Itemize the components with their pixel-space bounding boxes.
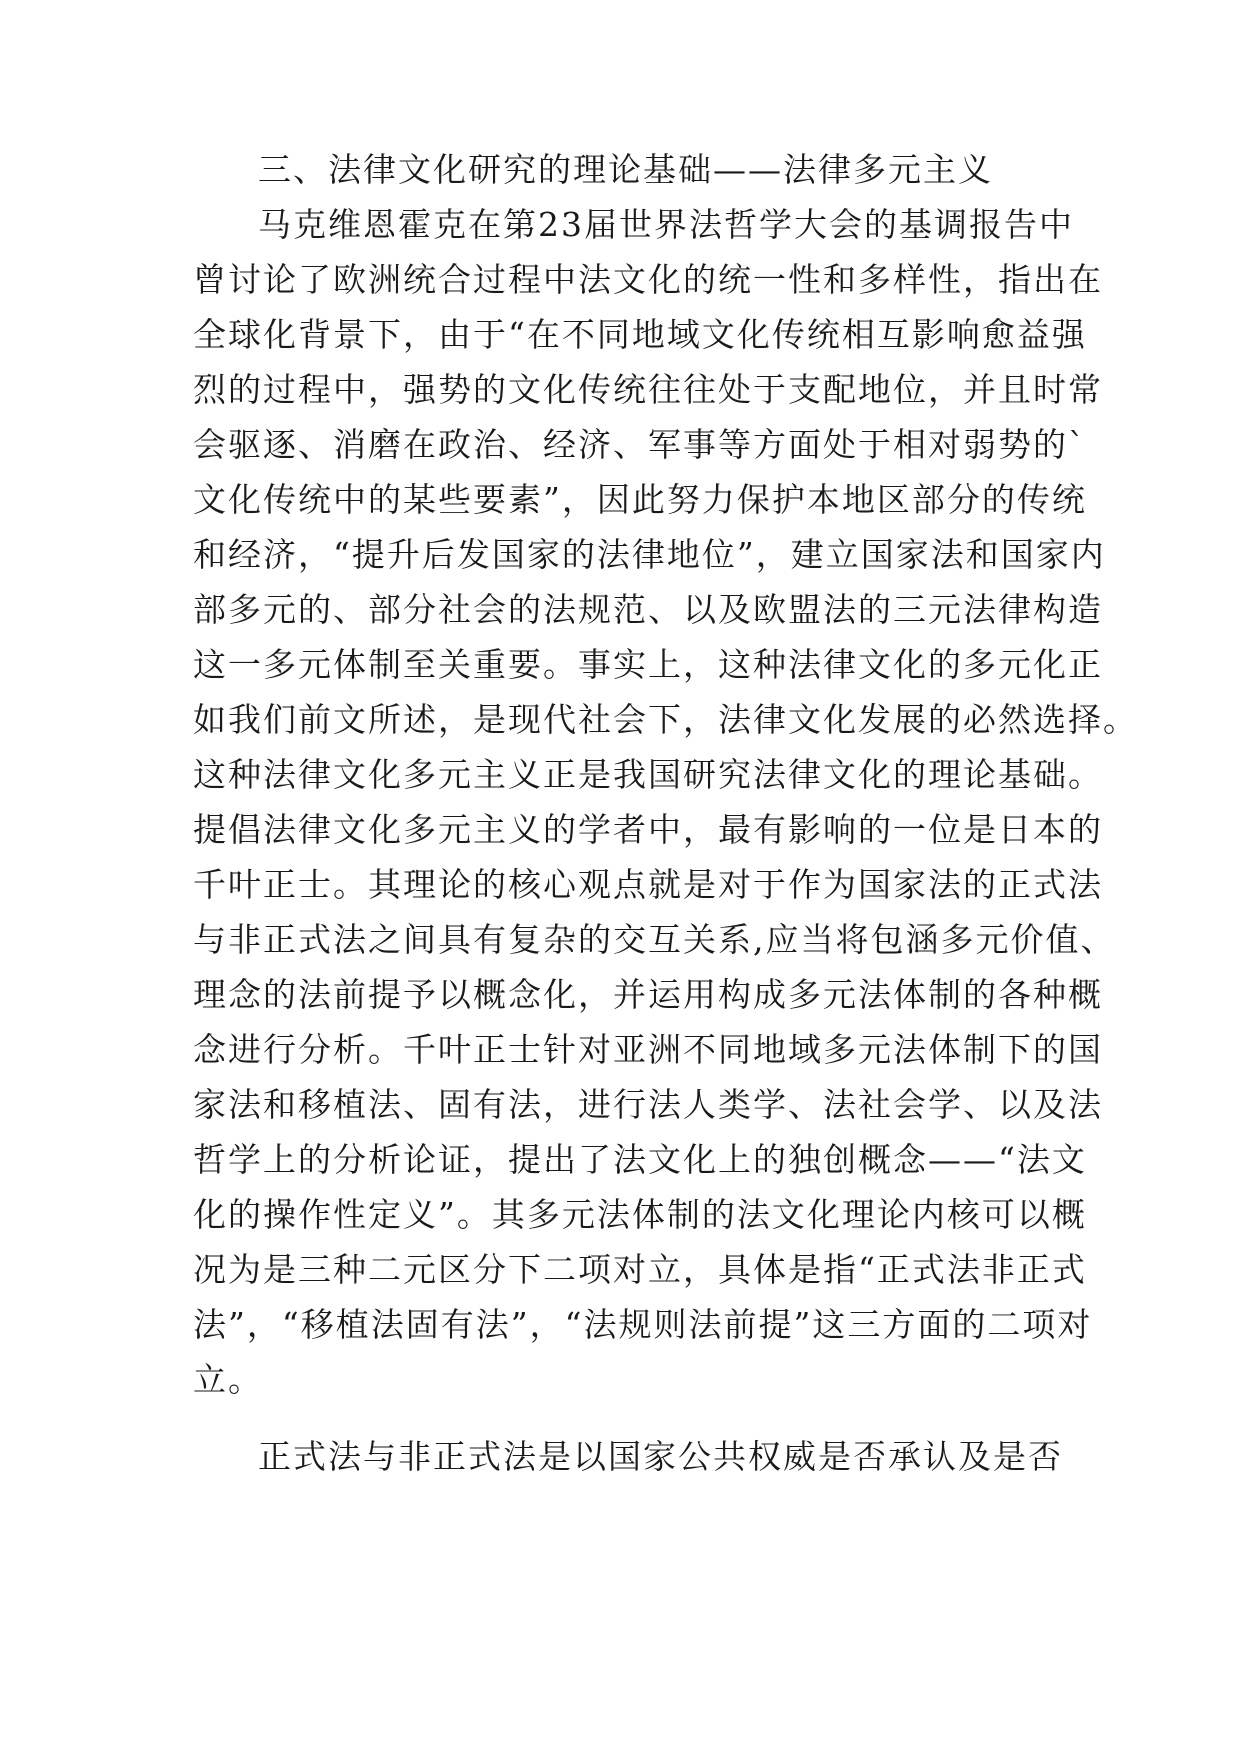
paragraph-line: 曾讨论了欧洲统合过程中法文化的统一性和多样性，指出在 — [193, 260, 1103, 299]
paragraph-line: 部多元的、部分社会的法规范、以及欧盟法的三元法律构造 — [193, 590, 1103, 629]
paragraph-line: 家法和移植法、固有法，进行法人类学、法社会学、以及法 — [193, 1085, 1103, 1124]
paragraph-line: 会驱逐、消磨在政治、经济、军事等方面处于相对弱势的` — [193, 425, 1087, 464]
paragraph-line: 况为是三种二元区分下二项对立，具体是指“正式法非正式 — [193, 1250, 1087, 1289]
paragraph-line: 立。 — [193, 1360, 263, 1399]
paragraph-line: 和经济，“提升后发国家的法律地位”，建立国家法和国家内 — [193, 535, 1106, 574]
paragraph-line: 化的操作性定义”。其多元法体制的法文化理论内核可以概 — [193, 1195, 1087, 1234]
paragraph-line: 法”，“移植法固有法”，“法规则法前提”这三方面的二项对 — [193, 1305, 1093, 1344]
paragraph-line: 文化传统中的某些要素”，因此努力保护本地区部分的传统 — [193, 480, 1087, 519]
paragraph-line: 这种法律文化多元主义正是我国研究法律文化的理论基础。 — [193, 755, 1103, 794]
paragraph-line: 正式法与非正式法是以国家公共权威是否承认及是否 — [258, 1437, 1063, 1476]
section-heading: 三、法律文化研究的理论基础——法律多元主义 — [258, 150, 993, 189]
paragraph-line: 哲学上的分析论证，提出了法文化上的独创概念——“法文 — [193, 1140, 1087, 1179]
paragraph-line: 烈的过程中，强势的文化传统往往处于支配地位，并且时常 — [193, 370, 1103, 409]
paragraph-line: 提倡法律文化多元主义的学者中，最有影响的一位是日本的 — [193, 810, 1103, 849]
paragraph-line: 与非正式法之间具有复杂的交互关系,应当将包涵多元价值、 — [193, 920, 1116, 959]
paragraph-line: 马克维恩霍克在第23届世界法哲学大会的基调报告中 — [258, 205, 1074, 244]
paragraph-line: 千叶正士。其理论的核心观点就是对于作为国家法的正式法 — [193, 865, 1103, 904]
paragraph-line: 如我们前文所述，是现代社会下，法律文化发展的必然选择。 — [193, 700, 1138, 739]
paragraph-line: 全球化背景下，由于“在不同地域文化传统相互影响愈益强 — [193, 315, 1087, 354]
paragraph-line: 这一多元体制至关重要。事实上，这种法律文化的多元化正 — [193, 645, 1103, 684]
paragraph-line: 理念的法前提予以概念化，并运用构成多元法体制的各种概 — [193, 975, 1103, 1014]
paragraph-line: 念进行分析。千叶正士针对亚洲不同地域多元法体制下的国 — [193, 1030, 1103, 1069]
